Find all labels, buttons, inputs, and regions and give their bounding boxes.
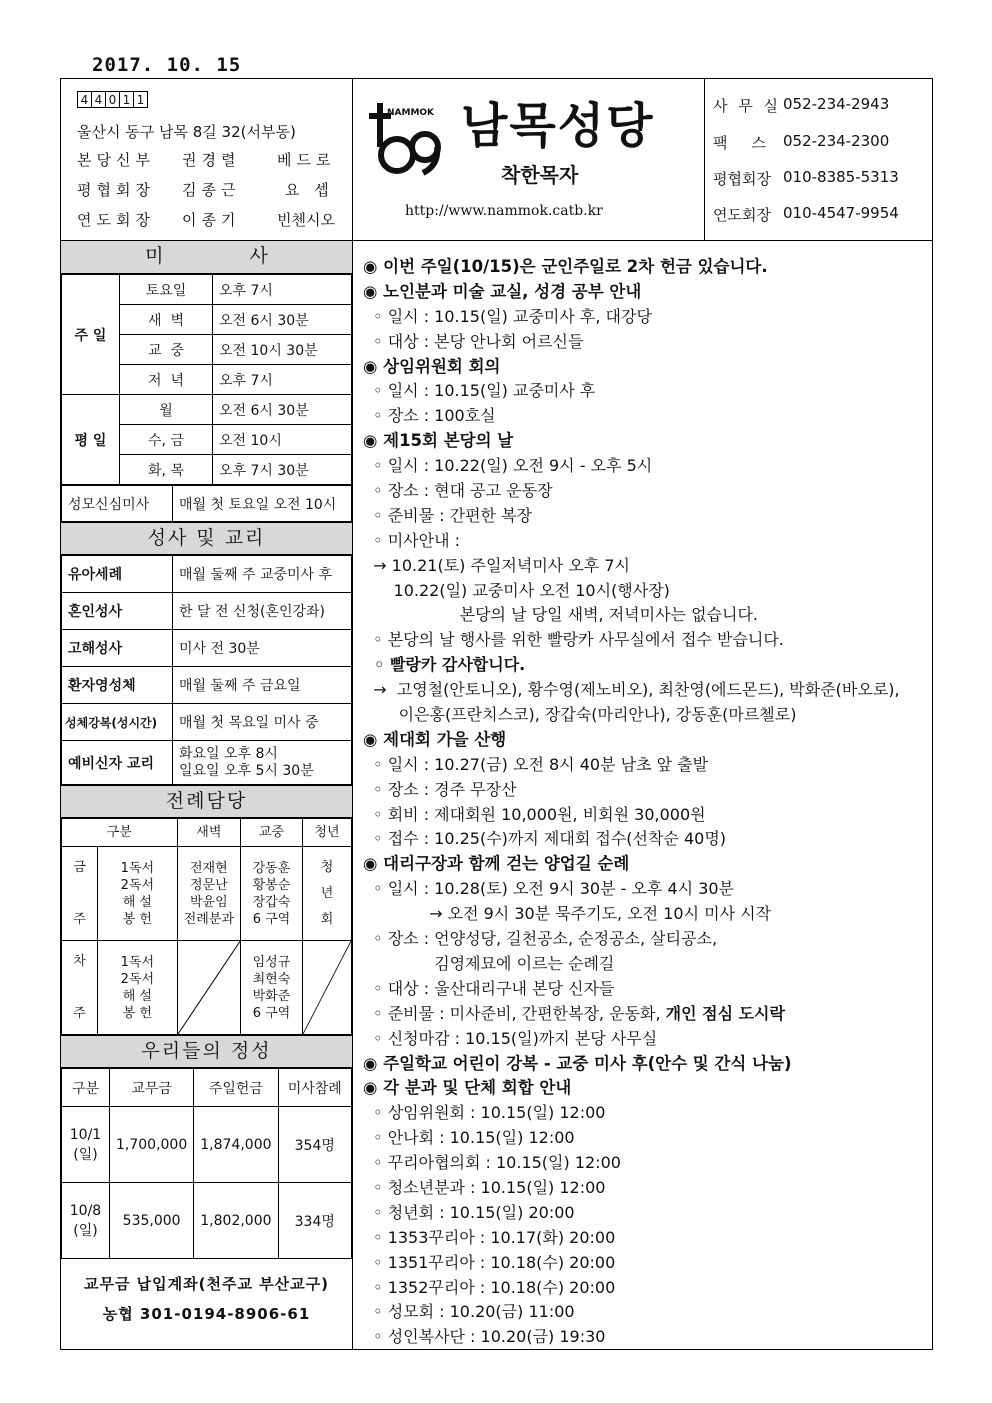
contact-row xyxy=(713,204,899,225)
notice-item xyxy=(363,379,932,404)
header-title-panel xyxy=(353,79,705,241)
notice-bold-text: 개인 점심 도시락 xyxy=(665,1003,785,1023)
notice-item xyxy=(363,1226,932,1251)
notice-item xyxy=(363,579,932,604)
sacrament-name: 고해성사 xyxy=(62,630,173,667)
notice-text: ◦ 상임위원회 : 10.15(일) 12:00 xyxy=(363,1103,606,1123)
notice-heading xyxy=(363,355,932,380)
logo-wordmark: NAMMOK xyxy=(387,108,435,118)
notice-text: ◦ 미사안내 : xyxy=(363,530,460,550)
contact-value: 010-8385-5313 xyxy=(783,168,899,186)
notice-item xyxy=(363,1325,932,1350)
notice-text: ◦ 본당의 날 행사를 위한 빨랑카 사무실에서 접수 받습니다. xyxy=(363,630,784,650)
column-header: 청년 xyxy=(302,819,351,847)
notice-text: ◦ 장소 : 경주 무장산 xyxy=(363,779,517,799)
notice-item xyxy=(363,1101,932,1126)
offering-table xyxy=(61,1068,352,1259)
zip-code xyxy=(77,91,147,108)
offering-sunday: 1,802,000 xyxy=(194,1183,278,1259)
table-row xyxy=(62,275,352,305)
mass-time: 오전 10시 xyxy=(213,425,352,455)
notice-text: 본당의 날 당일 새벽, 저녁미사는 없습니다. xyxy=(363,605,758,625)
bulletin-frame xyxy=(60,78,933,1350)
notice-item xyxy=(363,877,932,902)
sacrament-name: 혼인성사 xyxy=(62,593,173,630)
staff-row xyxy=(77,149,335,170)
mass-time: 오후 7시 xyxy=(213,275,352,305)
staff-baptismal: 빈첸시오 xyxy=(277,211,335,229)
notice-heading xyxy=(363,280,932,305)
column-header: 미사참례 xyxy=(278,1069,351,1107)
church-name: 남목성당 xyxy=(461,98,655,154)
account-number: 농협 301-0194-8906-61 xyxy=(102,1305,311,1323)
offering-date: 10/1 (일) xyxy=(62,1107,110,1183)
mass-day: 수, 금 xyxy=(120,425,213,455)
zip-digit: 0 xyxy=(105,91,120,108)
notice-item xyxy=(363,554,932,579)
empty-cell xyxy=(177,941,240,1035)
staff-title: 연도회장 xyxy=(77,211,155,229)
offering-attendance: 354명 xyxy=(278,1107,351,1183)
notice-text: ◦ 1352꾸리아 : 10.18(수) 20:00 xyxy=(363,1277,616,1297)
week-label: 금 xyxy=(73,859,86,875)
special-mass-time: 매월 첫 토요일 오전 10시 xyxy=(173,486,352,522)
contact-value: 010-4547-9954 xyxy=(783,204,899,222)
notice-text: ◦ 일시 : 10.15(일) 교중미사 후, 대강당 xyxy=(363,306,652,326)
sacrament-info: 일요일 오후 5시 30분 xyxy=(179,762,314,779)
notice-text: ◉ 주일학교 어린이 강복 - 교중 미사 후(안수 및 간식 나눔) xyxy=(363,1053,792,1073)
table-row xyxy=(62,486,352,522)
sacrament-name: 유아세례 xyxy=(62,556,173,593)
offering-attendance: 334명 xyxy=(278,1183,351,1259)
liturgy-roles: 1독서 2독서 해 설 봉 헌 xyxy=(98,941,178,1035)
notice-text: ◦ 청소년분과 : 10.15(일) 12:00 xyxy=(363,1177,606,1197)
sacraments-table xyxy=(61,555,352,785)
account-title: 교무금 납입계좌(천주교 부산교구) xyxy=(83,1275,330,1293)
sacrament-info: 화요일 오후 8시 xyxy=(179,745,278,762)
offering-date: 10/8 (일) xyxy=(62,1183,110,1259)
mass-schedule-table xyxy=(61,274,352,485)
mass-time: 오후 7시 xyxy=(213,365,352,395)
notice-text: ◦ 준비물 : 간편한 복장 xyxy=(363,505,532,525)
contact-value: 052-234-2300 xyxy=(783,132,890,150)
special-mass-table xyxy=(61,485,352,522)
notice-text: ◦ 장소 : 100호실 xyxy=(363,406,496,426)
staff-title: 본당신부 xyxy=(77,151,155,169)
staff-name: 김종근 xyxy=(182,181,241,199)
notice-text: ◦ 장소 : 언양성당, 길천공소, 순정공소, 살티공소, xyxy=(363,929,718,949)
notice-text: ◦ 성인복사단 : 10.20(금) 19:30 xyxy=(363,1327,606,1347)
notice-text: 김영제묘에 이르는 순례길 xyxy=(363,953,615,973)
notice-item xyxy=(363,927,932,952)
table-row xyxy=(62,741,352,785)
mass-time: 오전 10시 30분 xyxy=(213,335,352,365)
liturgy-main: 임성규 최현숙 박화준 6 구역 xyxy=(240,941,302,1035)
week-label: 주 xyxy=(73,911,86,927)
notice-text: ◦ 일시 : 10.28(토) 오전 9시 30분 - 오후 4시 30분 xyxy=(363,879,735,899)
church-url[interactable]: http://www.nammok.catb.kr xyxy=(405,203,603,219)
offering-sunday: 1,874,000 xyxy=(194,1107,278,1183)
contact-row xyxy=(713,95,889,116)
weekday-label: 평 일 xyxy=(62,395,120,485)
notice-item xyxy=(363,603,932,628)
mass-day: 화, 목 xyxy=(120,455,213,485)
notice-item xyxy=(363,803,932,828)
sacrament-name: 환자영성체 xyxy=(62,667,173,704)
notice-text: 이은홍(프란치스코), 장갑숙(마리안나), 강동훈(마르첼로) xyxy=(363,705,797,725)
notice-item xyxy=(363,330,932,355)
sunday-label: 주 일 xyxy=(62,275,120,395)
staff-row xyxy=(77,209,335,230)
sacrament-info: 미사 전 30분 xyxy=(173,630,352,667)
table-row xyxy=(62,556,352,593)
mass-day: 월 xyxy=(120,395,213,425)
notice-text: ◦ 1351꾸리아 : 10.18(수) 20:00 xyxy=(363,1252,616,1272)
notice-item xyxy=(363,1027,932,1052)
empty-cell xyxy=(302,941,351,1035)
notice-text: ◉ 이번 주일(10/15)은 군인주일로 2차 헌금 있습니다. xyxy=(363,257,768,276)
notice-text: ◦ 준비물 : 미사준비, 간편한복장, 운동화, xyxy=(363,1003,666,1023)
zip-digit: 4 xyxy=(77,91,92,108)
staff-baptismal: 요 셉 xyxy=(285,181,334,199)
church-logo-icon xyxy=(367,99,447,179)
notice-text: ◦ 일시 : 10.22(일) 오전 9시 - 오후 5시 xyxy=(363,456,653,476)
notice-heading xyxy=(363,429,932,454)
notice-item xyxy=(363,1276,932,1301)
notice-item xyxy=(363,628,932,653)
church-motto: 착한목자 xyxy=(501,163,579,187)
notice-item xyxy=(363,902,932,927)
notice-item xyxy=(363,305,932,330)
contact-row xyxy=(713,132,889,153)
staff-name: 이종기 xyxy=(182,211,241,229)
sacrament-name: 성체강복(성시간) xyxy=(62,704,173,741)
notice-item xyxy=(363,952,932,977)
table-row xyxy=(62,941,352,1035)
notice-text: ◉ 노인분과 미술 교실, 성경 공부 안내 xyxy=(363,281,642,301)
notice-text: ◉ 제15회 본당의 날 xyxy=(363,431,514,451)
account-info xyxy=(61,1259,352,1329)
notice-heading xyxy=(363,852,932,877)
notice-item xyxy=(363,977,932,1002)
notice-list xyxy=(363,255,932,1350)
liturgy-youth: 청 년 회 xyxy=(302,847,351,941)
notice-heading xyxy=(363,1076,932,1101)
left-column xyxy=(61,241,353,1349)
table-row xyxy=(62,667,352,704)
notice-item xyxy=(363,1176,932,1201)
sacrament-info: 매월 둘째 주 교중미사 후 xyxy=(173,556,352,593)
notice-item xyxy=(363,1251,932,1276)
header-info-panel xyxy=(61,79,353,241)
contact-label: 사 무 실 xyxy=(713,97,782,115)
notices-column xyxy=(353,241,932,1349)
notice-item xyxy=(363,1002,932,1027)
table-row xyxy=(62,704,352,741)
notice-item xyxy=(363,504,932,529)
sacrament-info: 매월 첫 목요일 미사 중 xyxy=(173,704,352,741)
table-row xyxy=(62,1069,352,1107)
notice-item xyxy=(363,1126,932,1151)
zip-digit: 4 xyxy=(91,91,106,108)
staff-row xyxy=(77,179,334,200)
liturgy-table xyxy=(61,818,352,1035)
notice-text: ◦ 빨랑카 감사합니다. xyxy=(363,655,526,675)
header-contacts-panel xyxy=(705,79,932,241)
notice-item xyxy=(363,753,932,778)
column-header: 교무금 xyxy=(110,1069,194,1107)
column-header: 구분 xyxy=(62,1069,110,1107)
notice-item xyxy=(363,827,932,852)
sacraments-section-title: 성사 및 교리 xyxy=(61,522,352,555)
table-row xyxy=(62,630,352,667)
notice-heading xyxy=(363,1052,932,1077)
mass-day: 토요일 xyxy=(120,275,213,305)
mass-time: 오후 7시 30분 xyxy=(213,455,352,485)
notice-text: ◦ 회비 : 제대회원 10,000원, 비회원 30,000원 xyxy=(363,804,706,824)
liturgy-main: 강동훈 황봉순 장갑숙 6 구역 xyxy=(240,847,302,941)
notice-text: ◉ 각 분과 및 단체 회합 안내 xyxy=(363,1078,572,1098)
notice-item xyxy=(363,1201,932,1226)
contact-label: 평협회장 xyxy=(713,170,771,188)
liturgy-section-title: 전례담당 xyxy=(61,785,352,818)
mass-day: 교 중 xyxy=(120,335,213,365)
notice-item xyxy=(363,703,932,728)
notice-text: ◦ 대상 : 울산대리구내 본당 신자들 xyxy=(363,978,615,998)
notice-text: ◦ 일시 : 10.15(일) 교중미사 후 xyxy=(363,381,596,401)
column-header: 구분 xyxy=(62,819,178,847)
notice-item xyxy=(363,479,932,504)
notice-text: → 고영철(안토니오), 황수영(제노비오), 최찬영(에드몬드), 박화준(바오로), xyxy=(363,680,900,700)
sacrament-info: 매월 둘째 주 금요일 xyxy=(173,667,352,704)
notice-text: ◦ 일시 : 10.27(금) 오전 8시 40분 남초 앞 출발 xyxy=(363,754,709,774)
contact-value: 052-234-2943 xyxy=(783,95,890,113)
notice-text: → 오전 9시 30분 묵주기도, 오전 10시 미사 시작 xyxy=(363,904,772,924)
notice-text: ◦ 대상 : 본당 안나회 어르신들 xyxy=(363,331,584,351)
sacrament-info: 한 달 전 신청(혼인강좌) xyxy=(173,593,352,630)
notice-text: → 10.21(토) 주일저녁미사 오후 7시 xyxy=(363,555,630,575)
column-header: 주일헌금 xyxy=(194,1069,278,1107)
notice-text: ◦ 성모회 : 10.20(금) 11:00 xyxy=(363,1302,575,1322)
liturgy-roles: 1독서 2독서 해 설 봉 헌 xyxy=(98,847,178,941)
staff-title: 평협회장 xyxy=(77,181,155,199)
notice-text: ◦ 접수 : 10.25(수)까지 제대회 접수(선착순 40명) xyxy=(363,829,727,849)
notice-heading xyxy=(363,255,932,280)
notice-item xyxy=(363,653,932,678)
offering-dues: 535,000 xyxy=(110,1183,194,1259)
contact-label: 연도회장 xyxy=(713,206,771,224)
mass-section-title: 미 사 xyxy=(61,241,352,274)
special-mass-name: 성모신심미사 xyxy=(62,486,173,522)
mass-day: 저 녁 xyxy=(120,365,213,395)
table-row xyxy=(62,847,352,941)
zip-digit: 1 xyxy=(133,91,148,108)
offering-dues: 1,700,000 xyxy=(110,1107,194,1183)
church-address: 울산시 동구 남목 8길 32(서부동) xyxy=(77,123,296,141)
staff-baptismal: 베드로 xyxy=(277,151,336,169)
notice-text: ◦ 청년회 : 10.15(일) 20:00 xyxy=(363,1202,575,1222)
table-row xyxy=(62,819,352,847)
notice-text: ◦ 1353꾸리아 : 10.17(화) 20:00 xyxy=(363,1227,616,1247)
notice-item xyxy=(363,404,932,429)
bulletin-date: 2017. 10. 15 xyxy=(92,54,242,76)
notice-item xyxy=(363,678,932,703)
notice-text: ◦ 장소 : 현대 공고 운동장 xyxy=(363,481,553,501)
mass-day: 새 벽 xyxy=(120,305,213,335)
notice-heading xyxy=(363,728,932,753)
zip-digit: 1 xyxy=(119,91,134,108)
column-header: 교중 xyxy=(240,819,302,847)
notice-item xyxy=(363,1300,932,1325)
week-label: 차 xyxy=(73,953,86,969)
notice-text: ◉ 제대회 가을 산행 xyxy=(363,729,507,749)
week-label: 주 xyxy=(73,1005,86,1021)
column-header: 새벽 xyxy=(177,819,240,847)
notice-text: ◉ 상임위원회 회의 xyxy=(363,356,501,376)
staff-name: 권경렬 xyxy=(182,151,241,169)
diagonal-slash xyxy=(303,941,351,1034)
offering-section-title: 우리들의 정성 xyxy=(61,1035,352,1068)
notice-item xyxy=(363,454,932,479)
notice-item xyxy=(363,778,932,803)
notice-text: ◉ 대리구장과 함께 걷는 양업길 순례 xyxy=(363,854,630,874)
table-row xyxy=(62,395,352,425)
notice-text: ◦ 안나회 : 10.15(일) 12:00 xyxy=(363,1128,575,1148)
table-row xyxy=(62,593,352,630)
notice-text: ◦ 꾸리아협의회 : 10.15(일) 12:00 xyxy=(363,1153,621,1173)
notice-text: ◦ 신청마감 : 10.15(일)까지 본당 사무실 xyxy=(363,1028,658,1048)
notice-item xyxy=(363,529,932,554)
notice-item xyxy=(363,1151,932,1176)
diagonal-slash xyxy=(178,941,240,1034)
liturgy-dawn: 전재현 정문난 박윤임 전례분과 xyxy=(177,847,240,941)
mass-time: 오전 6시 30분 xyxy=(213,395,352,425)
contact-row xyxy=(713,168,899,189)
notice-text: 10.22(일) 교중미사 오전 10시(행사장) xyxy=(363,580,670,600)
mass-time: 오전 6시 30분 xyxy=(213,305,352,335)
sacrament-name: 예비신자 교리 xyxy=(62,741,173,785)
table-row xyxy=(62,1183,352,1259)
contact-label: 팩 스 xyxy=(713,134,766,152)
table-row xyxy=(62,1107,352,1183)
